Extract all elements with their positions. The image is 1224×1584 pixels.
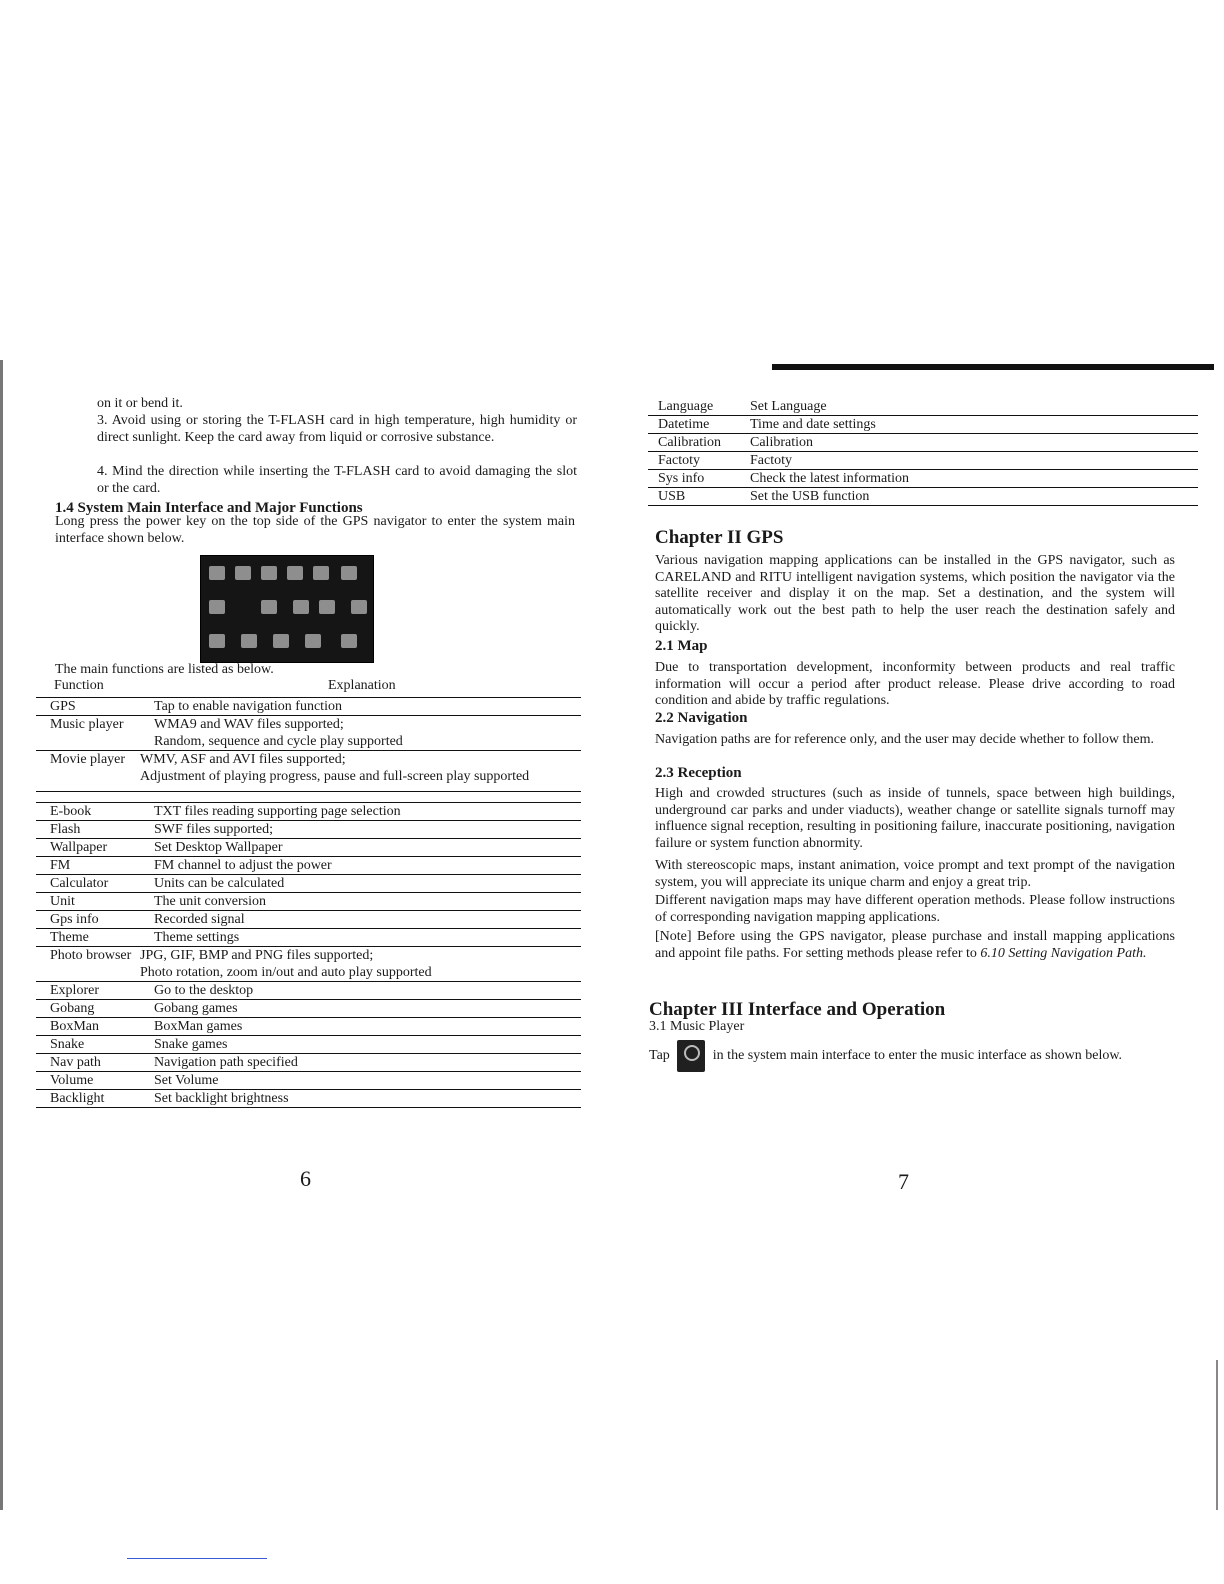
table-row xyxy=(648,470,1198,488)
table-divider xyxy=(36,785,581,792)
row-function: GPS xyxy=(50,699,76,714)
row-explanation: Factoty xyxy=(750,453,792,468)
row-explanation: Time and date settings xyxy=(750,417,876,432)
function-table-continued xyxy=(648,398,1198,506)
row-function: Factoty xyxy=(658,453,700,468)
table-row xyxy=(36,751,581,785)
table-row xyxy=(36,698,581,716)
map-heading: 2.1 Map xyxy=(655,638,708,654)
function-table xyxy=(36,697,581,1108)
table-row xyxy=(36,947,581,982)
navigation-text: Navigation paths are for reference only, and the user may decide whether to follow them. xyxy=(655,732,1155,747)
navigation-heading: 2.2 Navigation xyxy=(655,710,748,726)
item-3: 3. Avoid using or storing the T-FLASH card in high temperature, high humidity or direct sunlight. Keep the card away from liquid or corrosive substance. xyxy=(97,413,577,445)
scan-edge-right xyxy=(1216,1360,1218,1510)
note-paragraph xyxy=(655,929,1175,962)
row-function: Gobang xyxy=(50,1001,95,1016)
tap-word: Tap xyxy=(649,1048,670,1064)
row-function: Volume xyxy=(50,1073,94,1088)
page-7 xyxy=(612,0,1224,1584)
table-row xyxy=(36,1036,581,1054)
app-icon xyxy=(305,634,321,648)
table-row xyxy=(36,1072,581,1090)
table-row xyxy=(36,1090,581,1108)
table-row xyxy=(36,1000,581,1018)
row-function: Gps info xyxy=(50,912,99,927)
table-row xyxy=(648,488,1198,506)
row-function: Unit xyxy=(50,894,75,909)
row-explanation: WMV, ASF and AVI files supported; Adjustment of playing progress, pause and full-screen play supported xyxy=(140,752,530,784)
note-text: [Note] Before using the GPS navigator, please purchase and install mapping applications and appoint file paths. For setting methods please refer to xyxy=(655,929,1175,961)
row-explanation: SWF files supported; xyxy=(154,822,273,837)
table-row xyxy=(648,452,1198,470)
row-explanation: Check the latest information xyxy=(750,471,910,486)
top-rule xyxy=(772,364,1214,370)
row-function: Music player xyxy=(50,717,124,732)
row-function: Explorer xyxy=(50,983,99,998)
row-explanation: JPG, GIF, BMP and PNG files supported; Photo rotation, zoom in/out and auto play supported xyxy=(140,948,432,980)
table-row xyxy=(36,911,581,929)
row-function: BoxMan xyxy=(50,1019,99,1034)
chapter-2-title: Chapter II GPS xyxy=(655,527,784,548)
reception-text-1: High and crowded structures (such as inside of tunnels, space between high buildings, underground car parks and under viaducts), weather change or satellite signals turnoff may influence signal reception, resulting in positioning failure, inaccurate positioning, navigation failure or system function abnormity. xyxy=(655,786,1175,851)
section-text: Long press the power key on the top side of the GPS navigator to enter the system main interface shown below. xyxy=(55,514,575,546)
table-row xyxy=(36,1018,581,1036)
row-function: Language xyxy=(658,399,714,414)
app-icon xyxy=(209,634,225,648)
header-function: Function xyxy=(54,678,104,693)
row-function: Calculator xyxy=(50,876,109,891)
reception-text-3: Different navigation maps may have different operation methods. Please follow instructions of corresponding navigation mapping applications. xyxy=(655,893,1175,925)
note-reference: 6.10 Setting Navigation Path. xyxy=(980,945,1147,961)
row-function: Flash xyxy=(50,822,81,837)
row-explanation: BoxMan games xyxy=(154,1019,243,1034)
row-function: Backlight xyxy=(50,1091,105,1106)
row-explanation: WMA9 and WAV files supported; Random, sequence and cycle play supported xyxy=(154,717,403,749)
music-player-icon[interactable] xyxy=(677,1040,705,1072)
table-row xyxy=(648,398,1198,416)
row-explanation: Navigation path specified xyxy=(154,1055,298,1070)
app-icon xyxy=(319,600,335,614)
app-icon xyxy=(341,566,357,580)
reception-text-2: With stereoscopic maps, instant animation, voice prompt and text prompt of the navigation system, you will appreciate its unique charm and enjoy a great trip. xyxy=(655,858,1175,890)
row-explanation: Go to the desktop xyxy=(154,983,254,998)
app-icon xyxy=(313,566,329,580)
row-explanation: Set backlight brightness xyxy=(154,1091,289,1106)
row-function: Photo browser xyxy=(50,948,132,963)
app-icon xyxy=(341,634,357,648)
row-explanation: Calibration xyxy=(750,435,813,450)
table-row xyxy=(36,821,581,839)
functions-intro: The main functions are listed as below. xyxy=(55,662,274,677)
table-row xyxy=(36,929,581,947)
app-icon xyxy=(209,566,225,580)
section-heading: 1.4 System Main Interface and Major Functions xyxy=(55,500,363,516)
row-function: USB xyxy=(658,489,686,504)
row-function: Datetime xyxy=(658,417,710,432)
tap-instruction xyxy=(649,1040,1189,1072)
row-explanation: Set Desktop Wallpaper xyxy=(154,840,283,855)
row-explanation: FM channel to adjust the power xyxy=(154,858,332,873)
row-explanation: Units can be calculated xyxy=(154,876,285,891)
app-icon xyxy=(273,634,289,648)
table-row xyxy=(36,839,581,857)
page-number: 7 xyxy=(898,1169,909,1194)
app-icon xyxy=(261,600,277,614)
table-row xyxy=(648,416,1198,434)
header-explanation: Explanation xyxy=(328,678,396,693)
map-text: Due to transportation development, inconformity between products and real traffic information will occur a period after product release. Please drive according to road condition and abide by traffic regulations. xyxy=(655,660,1175,708)
tap-rest: in the system main interface to enter the music interface as shown below. xyxy=(712,1048,1123,1064)
row-function: Movie player xyxy=(50,752,126,767)
row-function: Nav path xyxy=(50,1055,101,1070)
function-table-header xyxy=(54,678,574,694)
row-function: Theme xyxy=(50,930,89,945)
music-player-subheading: 3.1 Music Player xyxy=(649,1019,745,1034)
row-function: Sys info xyxy=(658,471,705,486)
main-interface-screenshot xyxy=(200,555,374,663)
reception-heading: 2.3 Reception xyxy=(655,765,742,781)
table-row xyxy=(36,716,581,751)
row-explanation: The unit conversion xyxy=(154,894,266,909)
row-explanation: TXT files reading supporting page selection xyxy=(154,804,401,819)
app-icon xyxy=(261,566,277,580)
table-row xyxy=(36,982,581,1000)
table-row xyxy=(36,802,581,821)
row-function: Snake xyxy=(50,1037,85,1052)
row-explanation: Theme settings xyxy=(154,930,240,945)
table-row xyxy=(36,893,581,911)
row-explanation: Snake games xyxy=(154,1037,228,1052)
app-icon xyxy=(209,600,225,614)
page-number: 6 xyxy=(300,1166,311,1191)
table-row xyxy=(36,875,581,893)
app-icon xyxy=(351,600,367,614)
row-explanation: Recorded signal xyxy=(154,912,245,927)
row-explanation: Tap to enable navigation function xyxy=(154,699,342,714)
table-row xyxy=(36,1054,581,1072)
row-function: Wallpaper xyxy=(50,840,108,855)
row-function: Calibration xyxy=(658,435,721,450)
row-explanation: Set the USB function xyxy=(750,489,870,504)
row-explanation: Set Volume xyxy=(154,1073,219,1088)
row-function: FM xyxy=(50,858,71,873)
intro-line: on it or bend it. xyxy=(97,396,183,411)
app-icon xyxy=(241,634,257,648)
chapter-3-title: Chapter III Interface and Operation xyxy=(649,999,946,1020)
app-icon xyxy=(287,566,303,580)
item-4: 4. Mind the direction while inserting the T-FLASH card to avoid damaging the slot or the card. xyxy=(97,464,577,496)
app-icon xyxy=(235,566,251,580)
row-function: E-book xyxy=(50,804,92,819)
row-explanation: Gobang games xyxy=(154,1001,238,1016)
app-icon xyxy=(293,600,309,614)
chapter-2-text: Various navigation mapping applications can be installed in the GPS navigator, such as CARELAND and RITU intelligent navigation systems, which position the navigator via the satellite receiver and display it on the map. Set a destination, and the system will automatically work out the best path to help the user reach the destination safely and quickly. xyxy=(655,553,1175,634)
row-explanation: Set Language xyxy=(750,399,827,414)
table-row xyxy=(648,434,1198,452)
table-row xyxy=(36,857,581,875)
